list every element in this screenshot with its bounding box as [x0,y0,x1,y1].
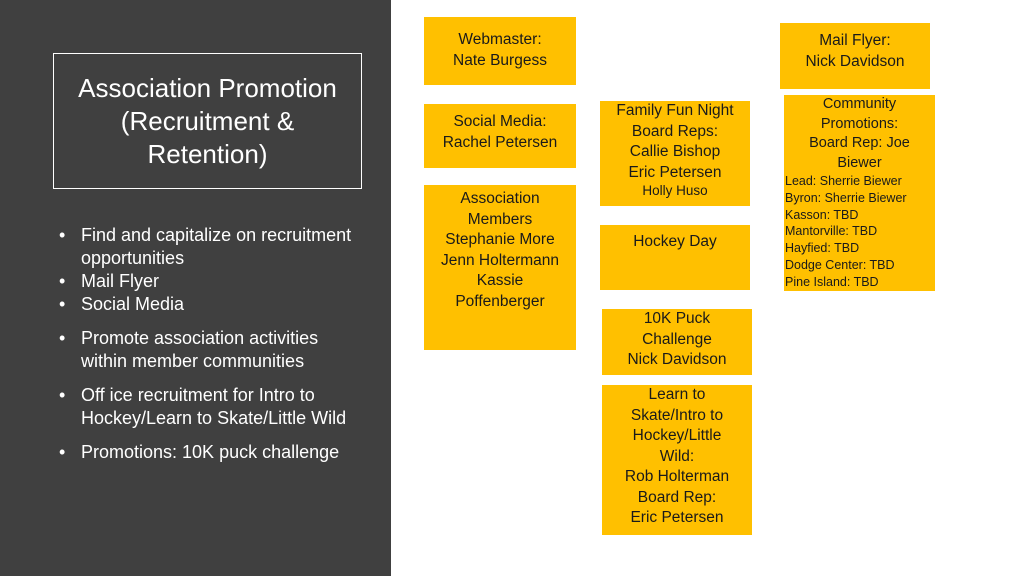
box-line: Board Reps: [631,122,719,140]
bullet-list [58,224,358,464]
bullet-item: • Promotions: 10K puck challenge [58,441,358,464]
box-line: Eric Petersen [630,509,724,526]
box-line: Rachel Petersen [442,133,558,151]
box-line: Promotions: [820,115,899,132]
box-line: Board Rep: Joe [809,135,910,151]
bullet-item: • Mail Flyer [58,270,358,293]
community-list-item: Lead: Sherrie Biewer [785,174,902,188]
box-line: Challenge [642,330,712,348]
box-line: Family Fun Night [616,102,734,119]
mail-flyer-box [780,23,930,89]
association-members-box [424,185,576,350]
community-list-item: Hayfied: TBD [785,241,860,256]
community-list-item: Pine Island: TBD [785,274,879,289]
box-line: Learn to [648,386,706,403]
community-list-item: Mantorville: TBD [785,224,878,239]
box-line: Members [467,210,533,228]
puck-challenge-box [602,309,752,375]
box-line: Holly Huso [642,183,708,198]
box-line: Callie Bishop [629,143,721,160]
box-line: Stephanie More [445,231,555,248]
box-line: Biewer [837,154,882,171]
box-line: Kassie [476,272,524,289]
box-line: 10K Puck [643,310,711,327]
slide-title: Association Promotion (Recruitment & Retention) [53,53,362,189]
left-panel [0,0,391,576]
box-line: Social Media: [453,113,547,130]
box-line: Poffenberger [455,292,545,310]
box-line: Nate Burgess [453,51,547,69]
bullet-item: • Promote association activities within member communities [58,327,358,373]
family-fun-night-box [600,101,750,206]
box-line: Wild: [659,447,695,465]
bullet-item: • Social Media [58,293,358,316]
box-line: Mail Flyer: [819,32,891,49]
box-line: Nick Davidson [627,351,727,368]
box-line: Hockey/Little [632,427,722,444]
webmaster-box [424,17,576,85]
box-line: Hockey Day [633,233,717,250]
box-line: Webmaster: [458,31,542,48]
bullet-item: • Find and capitalize on recruitment opportunities [58,224,358,270]
box-line: Community [822,96,897,112]
learn-to-skate-box [602,385,752,535]
box-line: Rob Holterman [624,468,730,485]
box-line: Association [460,190,540,207]
box-line: Skate/Intro to [630,406,724,424]
box-line: Jenn Holtermann [440,251,560,269]
bullet-item: • Off ice recruitment for Intro to Hockey/Learn to Skate/Little Wild [58,384,358,430]
community-promotions-box [784,95,935,291]
social-media-box [424,104,576,168]
box-line: Board Rep: [637,488,717,506]
box-line: Nick Davidson [805,52,905,70]
hockey-day-box [600,225,750,290]
community-list-item: Kasson: TBD [785,207,859,222]
community-list-item: Dodge Center: TBD [785,257,895,272]
community-list-item: Byron: Sherrie Biewer [785,190,907,205]
box-line: Eric Petersen [628,163,722,181]
